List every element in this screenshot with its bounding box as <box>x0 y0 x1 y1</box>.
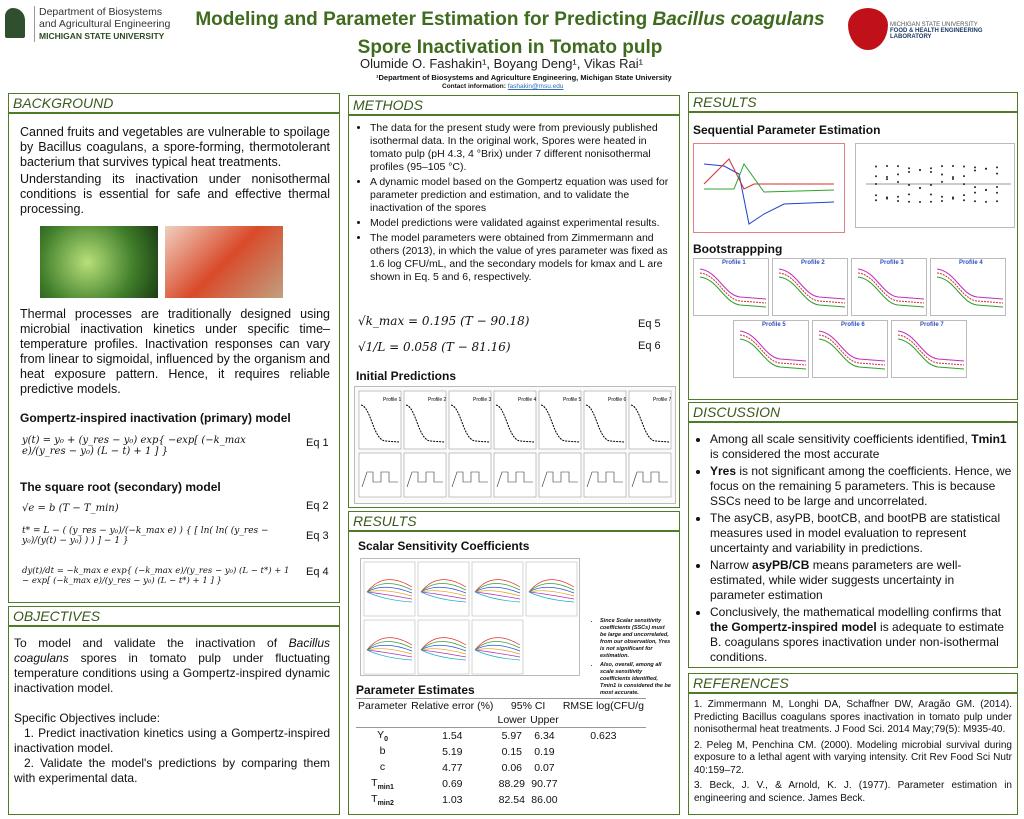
ci-lower: 0.06 <box>501 762 522 775</box>
ssc-note: • Also, overall, among all scale sensitivity coefficients identified, Tmin1 is considered the be most accurate. <box>600 662 672 697</box>
residual-point <box>875 165 877 167</box>
objectives-heading: OBJECTIVES <box>8 606 340 626</box>
residual-point <box>974 186 976 188</box>
profile-label: Profile 5 <box>563 397 582 403</box>
residual-point <box>985 189 987 191</box>
initial-prediction-panel <box>404 391 447 497</box>
ssc-panel <box>418 562 469 616</box>
discussion-heading: DISCUSSION <box>688 402 1018 422</box>
residual-point <box>996 200 998 202</box>
reference-item: 1. Zimmermann M, Longhi DA, Schaffner DW, Aragão GM. (2014). Predicting Bacillus coagulans spores inactivation in tomato pulp under nonisothermal heat treatments. J Food Sci. 2014 May;79(5): M935-40. <box>694 699 1012 735</box>
initial-predictions-title: Initial Predictions <box>356 369 457 383</box>
profile-label: Profile 2 <box>801 260 825 266</box>
residual-point <box>952 165 954 167</box>
initial-prediction-panel <box>359 391 402 497</box>
residual-point <box>930 201 932 203</box>
residual-point <box>963 183 965 185</box>
residual-point <box>941 200 943 202</box>
residual-point <box>974 192 976 194</box>
discussion-bullet: • Yres is not significant among the coefficients. Hence, we focus on the remaining 5 parameters. This is because SSCs need to be large and uncorrelated. <box>710 464 1012 509</box>
title-line1: Modeling and Parameter Estimation for Predicting <box>195 9 653 30</box>
initial-prediction-panel <box>449 391 492 497</box>
residual-point <box>952 196 954 198</box>
bootstrapping-title: Bootstrappping <box>693 242 783 256</box>
residual-point <box>985 168 987 170</box>
ci-upper: 90.77 <box>531 778 558 791</box>
results-right-heading: RESULTS <box>688 92 1018 112</box>
methods-bullet: • The data for the present study were from previously published isothermal data. In the original work, Spores were heated in tomato pulp (pH 4.3, 4 °Brix) under 7 different nonisothermal profiles (95–105 °C). <box>370 122 672 174</box>
residuals-figure <box>855 143 1015 228</box>
background-p3: Thermal processes are traditionally designed using microbial inactivation kinetics under specific time–temperature profiles. Inactivation responses can vary from linear to sigmoidal, influenced by the organism and heat exposure pattern. Hence, it requires reliable predictive models. <box>20 307 330 396</box>
dept-line2: and Agricultural Engineering <box>39 18 171 30</box>
bootstrap-profile-figure <box>891 320 967 378</box>
residual-point <box>875 194 877 196</box>
residual-point <box>952 176 954 178</box>
residual-point <box>996 192 998 194</box>
lab-name <box>890 22 1024 40</box>
residual-point <box>908 193 910 195</box>
eq3: t* = L − ( (y_res − y₀)/(−k_max e) ) { [ ln( ln( (y_res − y₀)/(y(t) − y₀) ) ) ] − 1 } <box>22 526 269 546</box>
bacteria-image <box>40 226 158 298</box>
residual-point <box>908 171 910 173</box>
residual-point <box>941 165 943 167</box>
bootstrap-profile-figure <box>693 258 769 316</box>
eq3-label: Eq 3 <box>306 530 329 542</box>
residual-point <box>974 170 976 172</box>
results-mid-heading: RESULTS <box>348 511 680 531</box>
secondary-model-title: The square root (secondary) model <box>20 480 221 494</box>
profile-label: Profile 3 <box>880 260 904 266</box>
title-italic: Bacillus coagulans <box>652 9 825 30</box>
reference-item: 2. Peleg M, Penchina CM. (2000). Modeling microbial survival during exposure to a lethal agent with varying intensity. Crit Rev Food Sci Nutr 40:159–72. <box>694 739 1012 776</box>
residual-point <box>974 200 976 202</box>
col-upper: Upper <box>530 714 559 726</box>
ci-upper: 6.34 <box>534 730 555 743</box>
methods-list <box>356 122 672 286</box>
methods-bullet: • A dynamic model based on the Gompertz equation was used for parameter prediction and estimation, and to validate the inactivation of the spores <box>370 176 672 215</box>
param-name: c <box>379 761 386 774</box>
ci-upper: 0.07 <box>534 762 555 775</box>
eq6: √1/L = 0.058 (T − 81.16) <box>358 340 511 354</box>
residual-point <box>963 199 965 201</box>
references-heading: REFERENCES <box>688 673 1018 693</box>
lab-name-text: FOOD & HEALTH ENGINEERING LABORATORY <box>890 28 983 40</box>
initial-prediction-panel <box>494 391 537 497</box>
lab-small: MICHIGAN STATE UNIVERSITY <box>890 22 978 28</box>
residual-point <box>897 181 899 183</box>
residual-point <box>886 178 888 180</box>
relative-error: 5.19 <box>442 746 463 759</box>
authors: Olumide O. Fashakin¹, Boyang Deng¹, Vikas Rai¹ <box>360 56 643 71</box>
residual-point <box>963 165 965 167</box>
rmse <box>561 760 646 776</box>
residual-point <box>875 199 877 201</box>
col-rmse: RMSE log(CFU/g <box>562 700 644 712</box>
title-line2: Spore Inactivation in Tomato pulp <box>357 37 663 58</box>
table-row <box>356 728 646 745</box>
poster-title <box>180 6 840 62</box>
profile-label: Profile 5 <box>762 322 786 328</box>
sequential-estimation-figure <box>693 143 845 233</box>
residual-point <box>930 193 932 195</box>
residual-point <box>996 186 998 188</box>
dept-line1: Department of Biosystems <box>39 6 163 18</box>
profile-label: Profile 4 <box>518 397 537 403</box>
initial-prediction-panel <box>539 391 582 497</box>
bootstrap-profile-figure <box>812 320 888 378</box>
university: MICHIGAN STATE UNIVERSITY <box>39 31 165 41</box>
objective-main: To model and validate the inactivation of Bacillus coagulans spores in tomato pulp under fluctuating temperature conditions using a Gompertz-inspired dynamic inactivation model. <box>14 636 330 695</box>
residual-point <box>919 187 921 189</box>
background-p2: Understanding its inactivation under nonisothermal conditions is essential for safe and effective thermal processing. <box>20 172 330 216</box>
col-ci: 95% CI <box>510 700 546 712</box>
initial-prediction-panel <box>584 391 627 497</box>
ssc-panel <box>472 562 523 616</box>
relative-error: 0.69 <box>442 778 463 791</box>
ssc-figure <box>360 558 580 676</box>
parameter-estimates-title: Parameter Estimates <box>356 683 475 697</box>
ssc-note: • Since Scalar sensitivity coefficients (SSCs) must be large and uncorrelated, from our observation, Yres is not significant for estimation. <box>600 618 672 660</box>
primary-model-title: Gompertz-inspired inactivation (primary) model <box>20 411 291 425</box>
profile-label: Profile 6 <box>841 322 865 328</box>
ssc-panel <box>418 620 469 674</box>
reference-item: 3. Beck, J. V., & Arnold, K. J. (1977). Parameter estimation in engineering and science. James Beck. <box>694 780 1012 804</box>
discussion-bullet: • Conclusively, the mathematical modelling confirms that the Gompertz-inspired model is adequate to estimate B. coagulans spores inactivation under non-isothermal conditions. <box>710 605 1012 665</box>
residual-point <box>963 175 965 177</box>
dept-block <box>34 6 170 42</box>
methods-bullet: • Model predictions were validated against experimental results. <box>370 217 672 230</box>
param-name: $T_{min2}$ <box>371 793 394 808</box>
col-relative-error: Relative error (%) <box>411 700 494 712</box>
rmse <box>561 776 646 792</box>
lab-logo-heart <box>848 8 888 50</box>
eq6-label: Eq 6 <box>638 340 661 352</box>
eq2: √e = b (T − T_min) <box>22 503 119 514</box>
ci-lower: 88.29 <box>498 778 525 791</box>
ssc-notes <box>586 618 672 699</box>
objective-2: 2. Validate the model's predictions by comparing them with experimental data. <box>14 756 330 785</box>
residual-point <box>886 198 888 200</box>
param-name: $Y_0$ <box>377 729 388 744</box>
residuals-chart <box>856 144 1016 229</box>
rmse <box>561 792 646 808</box>
rmse <box>561 744 646 760</box>
contact-email[interactable]: fashakin@msu.edu <box>507 83 564 90</box>
ci-lower: 0.15 <box>501 746 522 759</box>
residual-point <box>908 201 910 203</box>
background-heading: BACKGROUND <box>8 93 340 113</box>
col-lower: Lower <box>497 714 527 726</box>
residual-point <box>985 201 987 203</box>
residual-point <box>941 196 943 198</box>
table-row <box>356 776 646 792</box>
residual-point <box>919 169 921 171</box>
profile-label: Profile 7 <box>920 322 944 328</box>
residual-point <box>897 165 899 167</box>
background-p1: Canned fruits and vegetables are vulnerable to spoilage by Bacillus coagulans, a spore-forming, thermotolerant bacterium that survives typical heat treatments. <box>20 125 330 169</box>
objectives-text <box>14 636 330 786</box>
eq4: dy(t)/dt = −k_max e exp{ (−k_max e)/(y_res − y₀) (L − t*) + 1 − exp[ (−k_max e)/(y_res − y₀) (L − t*) + 1 ] } <box>22 566 290 586</box>
profile-label: Profile 3 <box>473 397 492 403</box>
contact-label: Contact information: <box>442 83 506 90</box>
bootstrap-profile-figure <box>851 258 927 316</box>
discussion-bullet: • The asyCB, asyPB, bootCB, and bootPB are statistical measures used in model evaluation to represent uncertainty and variability in predictions. <box>710 511 1012 556</box>
residual-point <box>930 171 932 173</box>
relative-error: 4.77 <box>442 762 463 775</box>
residual-point <box>908 167 910 169</box>
eq1: y(t) = y₀ + (y_res − y₀) exp{ −exp[ (−k_max e)/(y_res − y₀) (L − t) + 1 ] } <box>22 435 246 457</box>
residual-point <box>886 176 888 178</box>
tomato-microscope-image <box>165 226 283 298</box>
residual-point <box>930 167 932 169</box>
methods-heading: METHODS <box>348 95 680 115</box>
residual-point <box>875 175 877 177</box>
residual-point <box>996 173 998 175</box>
eq2-label: Eq 2 <box>306 500 329 512</box>
relative-error: 1.03 <box>442 794 463 807</box>
initial-prediction-panel <box>629 391 672 497</box>
residual-point <box>963 194 965 196</box>
residual-point <box>952 178 954 180</box>
methods-bullet: • The model parameters were obtained from Zimmermann and others (2013), in which the value of yres parameter was fixed as 1.6 log CFU/mL, and the secondary models for kmax and L are shown in Eq. 5 and 6, respectively. <box>370 232 672 284</box>
profile-label: Profile 1 <box>722 260 746 266</box>
profile-label: Profile 1 <box>383 397 402 403</box>
profile-label: Profile 7 <box>653 397 672 403</box>
ci-upper: 86.00 <box>531 794 558 807</box>
parameter-table <box>356 698 646 808</box>
discussion-list <box>696 432 1012 667</box>
ci-upper: 0.19 <box>534 746 555 759</box>
ssc-panel <box>364 562 415 616</box>
residual-point <box>919 201 921 203</box>
residual-point <box>886 165 888 167</box>
relative-error: 1.54 <box>442 730 463 743</box>
residual-point <box>897 200 899 202</box>
eq5-label: Eq 5 <box>638 318 661 330</box>
sequential-chart <box>694 144 846 234</box>
profile-label: Profile 2 <box>428 397 447 403</box>
profile-label: Profile 4 <box>959 260 983 266</box>
param-name: b <box>379 745 386 758</box>
col-parameter: Parameter <box>358 700 408 712</box>
bootstrap-profile-figure <box>772 258 848 316</box>
seq-title: Sequential Parameter Estimation <box>693 123 881 137</box>
bootstrap-profile-figure <box>930 258 1006 316</box>
residual-point <box>974 166 976 168</box>
ssc-title: Scalar Sensitivity Coefficients <box>358 539 530 553</box>
msu-logo <box>5 8 25 38</box>
ssc-panel <box>364 620 415 674</box>
residual-point <box>908 184 910 186</box>
ssc-chart <box>361 559 581 677</box>
affiliation: ¹Department of Biosystems and Agriculture Engineering, Michigan State University <box>376 73 672 82</box>
rmse: 0.623 <box>590 730 617 743</box>
table-row <box>356 792 646 808</box>
eq1-label: Eq 1 <box>306 437 329 449</box>
initial-predictions-figure <box>354 386 676 504</box>
table-row <box>356 760 646 776</box>
residual-point <box>996 166 998 168</box>
ssc-panel <box>472 620 523 674</box>
residual-point <box>897 196 899 198</box>
discussion-bullet: • Among all scale sensitivity coefficients identified, Tmin1 is considered the most accurate <box>710 432 1012 462</box>
contact <box>442 83 563 90</box>
param-name: $T_{min1}$ <box>371 777 394 792</box>
residual-point <box>930 184 932 186</box>
ci-lower: 5.97 <box>501 730 522 743</box>
eq5: √k_max = 0.195 (T − 90.18) <box>358 314 530 328</box>
objective-1: 1. Predict inactivation kinetics using a Gompertz-inspired inactivation model. <box>14 726 330 755</box>
residual-point <box>875 183 877 185</box>
eq4-label: Eq 4 <box>306 566 329 578</box>
objectives-intro: Specific Objectives include: <box>14 711 161 725</box>
references-list <box>694 699 1012 805</box>
profile-label: Profile 6 <box>608 397 627 403</box>
ci-lower: 82.54 <box>498 794 525 807</box>
bootstrap-profile-figure <box>733 320 809 378</box>
residual-point <box>941 173 943 175</box>
residual-point <box>941 181 943 183</box>
ssc-panel <box>526 562 577 616</box>
residual-point <box>897 173 899 175</box>
table-row <box>356 744 646 760</box>
initial-predictions-chart <box>355 387 677 505</box>
discussion-bullet: • Narrow asyPB/CB means parameters are well-estimated, while wider suggests uncertainty in parameter estimation <box>710 558 1012 603</box>
